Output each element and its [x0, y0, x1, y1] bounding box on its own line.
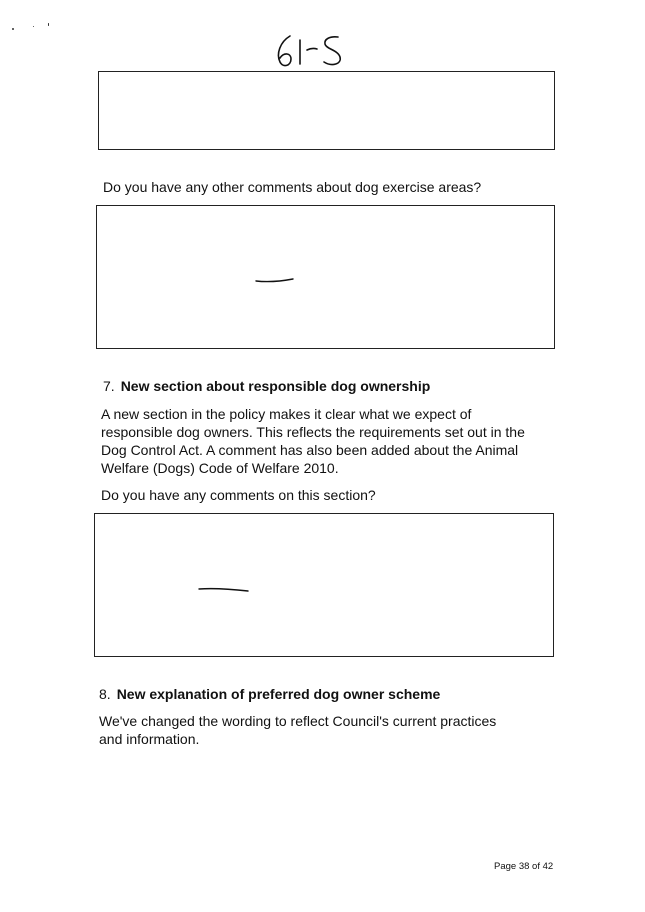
section-8-body: We've changed the wording to reflect Council's current practices and information. [99, 713, 497, 747]
previous-question-answer-box[interactable] [98, 71, 555, 150]
dog-exercise-comments-answer-box[interactable] [96, 205, 555, 349]
scan-speck [48, 23, 49, 26]
section-7-title: New section about responsible dog ownership [120, 378, 431, 394]
section-7-answer-box[interactable] [94, 513, 554, 657]
section-7-question: Do you have any comments on this section? [101, 487, 376, 503]
handwritten-number-annotation [250, 28, 360, 72]
scan-speck [33, 26, 34, 27]
page-number: Page 38 of 42 [494, 861, 554, 872]
section-7-number: 7. [103, 378, 115, 394]
scan-speck [12, 28, 14, 30]
section-8-heading [99, 685, 440, 703]
dog-exercise-comments-question: Do you have any other comments about dog exercise areas? [103, 179, 482, 195]
section-8-number: 8. [99, 686, 111, 702]
section-7-body: A new section in the policy makes it clear what we expect of responsible dog owners. This reflects the requirements set out in the Dog Control Act. A comment has also been added about the Animal Welfare (Dogs) Code of Welfare 2010. [101, 406, 525, 476]
section-7-heading [103, 377, 430, 395]
pen-stroke-mark [198, 586, 250, 594]
section-8-title: New explanation of preferred dog owner scheme [116, 686, 441, 702]
pen-stroke-mark [255, 276, 295, 284]
